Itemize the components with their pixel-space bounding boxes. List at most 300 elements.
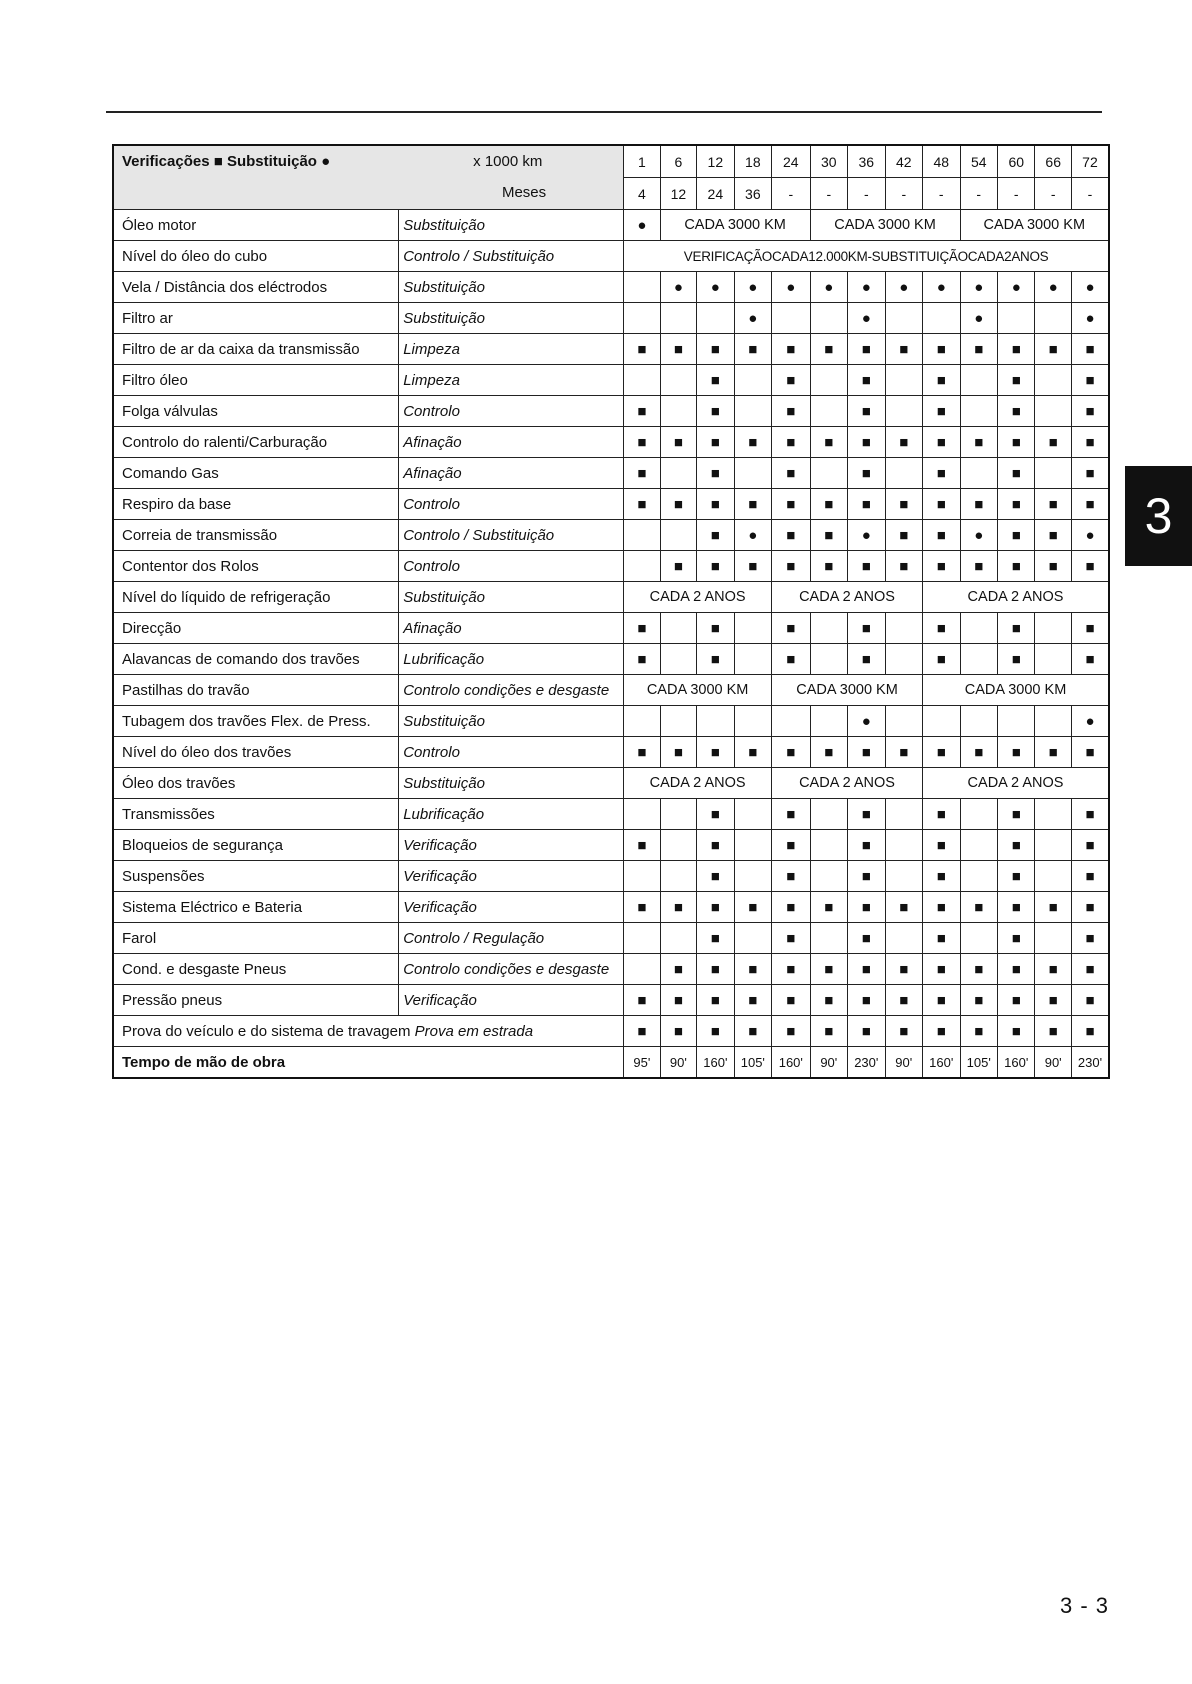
row-mark-cell: ■ — [660, 489, 696, 520]
row-mark-cell — [810, 365, 847, 396]
row-operation: Afinação — [399, 613, 624, 644]
row-mark-cell — [997, 706, 1034, 737]
row-mark-cell: ■ — [1035, 737, 1071, 768]
row-mark-cell: ■ — [848, 427, 885, 458]
row-mark-cell — [624, 799, 660, 830]
row-mark-cell: ■ — [997, 985, 1034, 1016]
row-item-merged — [113, 1016, 624, 1047]
row-operation: Controlo / Substituição — [399, 241, 624, 272]
row-mark-cell: ● — [1035, 272, 1071, 303]
row-operation: Verificação — [399, 892, 624, 923]
row-mark-cell: ■ — [624, 830, 660, 861]
row-span-note: CADA 3000 KM — [923, 675, 1109, 706]
row-mark-cell: ■ — [734, 489, 771, 520]
row-mark-cell: ■ — [997, 613, 1034, 644]
row-mark-cell: ● — [660, 272, 696, 303]
table-row — [113, 737, 1109, 768]
row-item-name: Óleo dos travões — [113, 768, 399, 799]
row-item-name: Filtro ar — [113, 303, 399, 334]
row-mark-cell: ■ — [848, 489, 885, 520]
table-row — [113, 985, 1109, 1016]
table-row — [113, 892, 1109, 923]
row-mark-cell: ● — [697, 272, 734, 303]
row-mark-cell: ■ — [772, 458, 811, 489]
km-interval-cell: 18 — [734, 145, 771, 178]
row-mark-cell — [960, 799, 997, 830]
row-mark-cell: ■ — [923, 365, 960, 396]
row-mark-cell: ■ — [923, 985, 960, 1016]
row-mark-cell: ■ — [997, 520, 1034, 551]
table-row — [113, 830, 1109, 861]
row-mark-cell: ■ — [772, 520, 811, 551]
row-mark-cell — [660, 396, 696, 427]
row-mark-cell: ■ — [848, 334, 885, 365]
row-mark-cell: ■ — [697, 458, 734, 489]
row-item-name: Nível do óleo dos travões — [113, 737, 399, 768]
row-operation: Verificação — [399, 830, 624, 861]
row-mark-cell: ■ — [772, 985, 811, 1016]
row-mark-cell — [734, 861, 771, 892]
row-mark-cell: ■ — [810, 427, 847, 458]
labour-time-cell: 160' — [772, 1047, 811, 1079]
row-span-note: CADA 3000 KM — [960, 210, 1109, 241]
row-mark-cell: ■ — [697, 427, 734, 458]
row-mark-cell — [1035, 799, 1071, 830]
row-mark-cell: ■ — [624, 737, 660, 768]
row-mark-cell — [734, 365, 771, 396]
unit-months-label: Meses — [501, 184, 547, 201]
row-mark-cell: ● — [1071, 706, 1109, 737]
row-mark-cell: ● — [624, 210, 660, 241]
month-interval-cell: - — [885, 178, 922, 210]
row-span-note: CADA 2 ANOS — [772, 582, 923, 613]
row-mark-cell: ■ — [660, 892, 696, 923]
row-mark-cell — [734, 706, 771, 737]
row-mark-cell: ■ — [772, 892, 811, 923]
km-interval-cell: 54 — [960, 145, 997, 178]
legend-text: Verificações ■ Substituição ● — [122, 153, 331, 170]
row-operation: Prova em estrada — [414, 1022, 534, 1040]
row-mark-cell: ■ — [960, 1016, 997, 1047]
row-item-name: Filtro óleo — [113, 365, 399, 396]
km-interval-cell: 6 — [660, 145, 696, 178]
row-mark-cell — [885, 861, 922, 892]
row-mark-cell: ■ — [1071, 489, 1109, 520]
row-mark-cell — [810, 396, 847, 427]
row-mark-cell: ■ — [624, 1016, 660, 1047]
month-interval-cell: 24 — [697, 178, 734, 210]
header-row-km — [113, 145, 1109, 178]
labour-time-cell: 160' — [923, 1047, 960, 1079]
row-mark-cell — [660, 706, 696, 737]
header-legend-line — [114, 146, 623, 177]
row-item-name: Sistema Eléctrico e Bateria — [113, 892, 399, 923]
row-mark-cell: ■ — [772, 830, 811, 861]
row-mark-cell: ■ — [848, 954, 885, 985]
row-mark-cell: ■ — [923, 923, 960, 954]
row-mark-cell: ■ — [885, 892, 922, 923]
row-mark-cell: ■ — [624, 334, 660, 365]
row-mark-cell: ■ — [997, 365, 1034, 396]
row-operation: Controlo — [399, 551, 624, 582]
row-mark-cell — [624, 551, 660, 582]
table-row — [113, 489, 1109, 520]
row-mark-cell: ■ — [772, 954, 811, 985]
row-mark-cell: ● — [734, 272, 771, 303]
row-mark-cell: ■ — [923, 644, 960, 675]
row-mark-cell: ■ — [734, 985, 771, 1016]
row-item-name: Direcção — [113, 613, 399, 644]
row-mark-cell: ■ — [997, 861, 1034, 892]
row-operation: Afinação — [399, 458, 624, 489]
row-mark-cell — [660, 799, 696, 830]
labour-time-row — [113, 1047, 1109, 1079]
row-operation: Substituição — [399, 582, 624, 613]
row-mark-cell — [624, 923, 660, 954]
row-mark-cell: ■ — [734, 1016, 771, 1047]
row-mark-cell: ■ — [997, 737, 1034, 768]
row-mark-cell: ■ — [1035, 520, 1071, 551]
row-mark-cell: ■ — [810, 1016, 847, 1047]
row-mark-cell: ■ — [923, 861, 960, 892]
row-mark-cell: ■ — [810, 520, 847, 551]
row-item-name: Comando Gas — [113, 458, 399, 489]
labour-time-cell: 230' — [1071, 1047, 1109, 1079]
row-span-note: CADA 3000 KM — [772, 675, 923, 706]
labour-time-cell: 160' — [697, 1047, 734, 1079]
row-mark-cell: ● — [848, 520, 885, 551]
row-item-name: Nível do óleo do cubo — [113, 241, 399, 272]
row-mark-cell: ■ — [810, 892, 847, 923]
row-mark-cell: ● — [810, 272, 847, 303]
row-mark-cell: ■ — [885, 1016, 922, 1047]
row-mark-cell: ● — [734, 520, 771, 551]
table-row — [113, 365, 1109, 396]
row-mark-cell: ■ — [885, 985, 922, 1016]
row-mark-cell: ■ — [1071, 427, 1109, 458]
row-mark-cell: ■ — [1035, 551, 1071, 582]
row-mark-cell: ■ — [1071, 892, 1109, 923]
row-mark-cell — [810, 458, 847, 489]
table-row — [113, 1016, 1109, 1047]
row-mark-cell: ■ — [848, 458, 885, 489]
row-item-name: Farol — [113, 923, 399, 954]
row-mark-cell: ■ — [997, 458, 1034, 489]
row-mark-cell: ■ — [997, 489, 1034, 520]
row-mark-cell: ● — [848, 303, 885, 334]
table-row — [113, 334, 1109, 365]
row-operation: Verificação — [399, 985, 624, 1016]
row-mark-cell: ■ — [734, 551, 771, 582]
row-mark-cell: ■ — [848, 396, 885, 427]
row-mark-cell: ■ — [997, 427, 1034, 458]
row-mark-cell — [624, 272, 660, 303]
row-span-note: CADA 3000 KM — [624, 675, 772, 706]
row-mark-cell: ■ — [772, 923, 811, 954]
row-item-name: Nível do líquido de refrigeração — [113, 582, 399, 613]
row-operation: Controlo / Substituição — [399, 520, 624, 551]
row-mark-cell — [734, 458, 771, 489]
table-row — [113, 210, 1109, 241]
row-operation: Lubrificação — [399, 644, 624, 675]
row-mark-cell: ■ — [997, 892, 1034, 923]
row-mark-cell — [997, 303, 1034, 334]
row-operation: Limpeza — [399, 365, 624, 396]
row-operation: Substituição — [399, 272, 624, 303]
labour-time-cell: 95' — [624, 1047, 660, 1079]
row-mark-cell: ■ — [697, 520, 734, 551]
row-mark-cell: ■ — [660, 737, 696, 768]
row-mark-cell: ■ — [660, 954, 696, 985]
row-mark-cell: ■ — [624, 644, 660, 675]
row-mark-cell: ■ — [772, 613, 811, 644]
km-interval-cell: 72 — [1071, 145, 1109, 178]
row-mark-cell: ■ — [923, 489, 960, 520]
row-mark-cell: ■ — [810, 985, 847, 1016]
row-mark-cell: ■ — [885, 520, 922, 551]
row-mark-cell: ■ — [1035, 427, 1071, 458]
row-mark-cell: ■ — [960, 892, 997, 923]
row-mark-cell — [734, 799, 771, 830]
row-mark-cell: ■ — [885, 334, 922, 365]
row-item-name: Suspensões — [113, 861, 399, 892]
row-mark-cell: ■ — [697, 489, 734, 520]
row-mark-cell — [885, 303, 922, 334]
row-mark-cell: ■ — [697, 892, 734, 923]
row-mark-cell: ■ — [848, 799, 885, 830]
table-row — [113, 241, 1109, 272]
labour-time-cell: 90' — [810, 1047, 847, 1079]
row-mark-cell: ■ — [997, 334, 1034, 365]
row-mark-cell — [810, 644, 847, 675]
row-mark-cell: ■ — [660, 427, 696, 458]
unit-km-label: x 1000 km — [473, 153, 543, 170]
table-row — [113, 644, 1109, 675]
table-row — [113, 582, 1109, 613]
row-mark-cell — [960, 365, 997, 396]
row-mark-cell: ■ — [697, 613, 734, 644]
row-mark-cell: ■ — [697, 365, 734, 396]
row-mark-cell — [810, 861, 847, 892]
row-span-note: VERIFICAÇÃOCADA12.000KM-SUBSTITUIÇÃOCADA2ANOS — [624, 241, 1109, 272]
row-mark-cell: ■ — [810, 954, 847, 985]
row-item-name: Transmissões — [113, 799, 399, 830]
row-mark-cell — [885, 923, 922, 954]
row-mark-cell — [734, 396, 771, 427]
row-mark-cell: ■ — [997, 644, 1034, 675]
top-rule — [106, 111, 1102, 113]
row-mark-cell: ■ — [1071, 1016, 1109, 1047]
row-mark-cell — [772, 706, 811, 737]
row-mark-cell: ■ — [997, 551, 1034, 582]
month-interval-cell: - — [923, 178, 960, 210]
row-mark-cell: ■ — [697, 830, 734, 861]
row-operation: Controlo condições e desgaste — [399, 954, 624, 985]
row-mark-cell — [810, 706, 847, 737]
row-mark-cell — [1035, 458, 1071, 489]
row-mark-cell — [960, 861, 997, 892]
page-number: 3 - 3 — [1060, 1593, 1110, 1618]
row-item-name: Controlo do ralenti/Carburação — [113, 427, 399, 458]
km-interval-cell: 30 — [810, 145, 847, 178]
row-mark-cell: ■ — [997, 830, 1034, 861]
table-row — [113, 272, 1109, 303]
row-mark-cell: ■ — [1035, 334, 1071, 365]
row-mark-cell: ■ — [1035, 985, 1071, 1016]
row-mark-cell: ■ — [848, 985, 885, 1016]
labour-time-cell: 105' — [734, 1047, 771, 1079]
row-mark-cell: ■ — [624, 489, 660, 520]
month-interval-cell: 36 — [734, 178, 771, 210]
row-item-name: Pastilhas do travão — [113, 675, 399, 706]
row-span-note: CADA 2 ANOS — [624, 768, 772, 799]
row-mark-cell — [885, 799, 922, 830]
row-mark-cell: ■ — [997, 799, 1034, 830]
row-operation: Controlo — [399, 737, 624, 768]
row-mark-cell: ■ — [923, 551, 960, 582]
row-mark-cell — [1035, 706, 1071, 737]
row-operation: Controlo — [399, 489, 624, 520]
row-mark-cell: ■ — [697, 985, 734, 1016]
row-mark-cell: ■ — [697, 551, 734, 582]
row-mark-cell: ■ — [660, 985, 696, 1016]
row-mark-cell — [1035, 396, 1071, 427]
row-mark-cell: ■ — [997, 396, 1034, 427]
km-interval-cell: 48 — [923, 145, 960, 178]
row-mark-cell: ● — [997, 272, 1034, 303]
table-row — [113, 613, 1109, 644]
row-mark-cell: ■ — [1071, 830, 1109, 861]
row-mark-cell: ■ — [923, 954, 960, 985]
row-mark-cell — [660, 520, 696, 551]
row-mark-cell — [1035, 303, 1071, 334]
row-mark-cell: ■ — [624, 427, 660, 458]
row-mark-cell: ■ — [923, 396, 960, 427]
row-mark-cell: ■ — [810, 737, 847, 768]
month-interval-cell: - — [960, 178, 997, 210]
row-mark-cell: ■ — [848, 830, 885, 861]
row-mark-cell: ■ — [772, 737, 811, 768]
km-interval-cell: 60 — [997, 145, 1034, 178]
table-row — [113, 799, 1109, 830]
row-mark-cell: ■ — [997, 954, 1034, 985]
row-operation: Substituição — [399, 768, 624, 799]
row-mark-cell: ■ — [624, 458, 660, 489]
month-interval-cell: - — [1035, 178, 1071, 210]
row-mark-cell — [660, 613, 696, 644]
row-mark-cell: ■ — [772, 551, 811, 582]
row-mark-cell — [734, 830, 771, 861]
row-mark-cell — [885, 830, 922, 861]
row-mark-cell: ■ — [1035, 489, 1071, 520]
row-mark-cell — [624, 954, 660, 985]
row-mark-cell: ■ — [772, 334, 811, 365]
row-mark-cell: ■ — [697, 799, 734, 830]
row-mark-cell — [624, 365, 660, 396]
row-mark-cell: ● — [1071, 272, 1109, 303]
row-mark-cell: ■ — [660, 551, 696, 582]
row-mark-cell: ■ — [923, 737, 960, 768]
row-mark-cell: ■ — [697, 644, 734, 675]
row-item-name: Respiro da base — [113, 489, 399, 520]
row-mark-cell — [660, 365, 696, 396]
km-interval-cell: 12 — [697, 145, 734, 178]
row-mark-cell: ■ — [1035, 954, 1071, 985]
km-interval-cell: 42 — [885, 145, 922, 178]
table-row — [113, 551, 1109, 582]
row-mark-cell: ■ — [1071, 365, 1109, 396]
row-operation: Afinação — [399, 427, 624, 458]
row-mark-cell — [1035, 365, 1071, 396]
row-mark-cell: ■ — [997, 923, 1034, 954]
row-mark-cell — [810, 303, 847, 334]
row-mark-cell: ■ — [697, 1016, 734, 1047]
row-mark-cell: ■ — [923, 613, 960, 644]
row-mark-cell: ● — [1071, 520, 1109, 551]
row-mark-cell: ■ — [848, 613, 885, 644]
row-operation: Limpeza — [399, 334, 624, 365]
header-months-line — [114, 177, 623, 208]
table-row — [113, 396, 1109, 427]
row-mark-cell: ■ — [923, 1016, 960, 1047]
row-mark-cell — [1035, 923, 1071, 954]
row-mark-cell: ■ — [1071, 954, 1109, 985]
row-mark-cell — [810, 923, 847, 954]
row-mark-cell: ■ — [923, 427, 960, 458]
row-mark-cell: ■ — [848, 365, 885, 396]
row-mark-cell — [960, 706, 997, 737]
table-row — [113, 768, 1109, 799]
row-item-name: Cond. e desgaste Pneus — [113, 954, 399, 985]
row-mark-cell: ■ — [1071, 458, 1109, 489]
table-row — [113, 520, 1109, 551]
row-mark-cell: ■ — [772, 1016, 811, 1047]
row-mark-cell: ■ — [1071, 923, 1109, 954]
row-mark-cell: ■ — [660, 1016, 696, 1047]
row-mark-cell: ● — [885, 272, 922, 303]
row-span-note: CADA 2 ANOS — [624, 582, 772, 613]
row-mark-cell — [660, 830, 696, 861]
row-mark-cell: ■ — [734, 427, 771, 458]
row-mark-cell: ■ — [810, 489, 847, 520]
row-mark-cell: ■ — [1071, 985, 1109, 1016]
row-span-note: CADA 2 ANOS — [923, 768, 1109, 799]
row-mark-cell — [923, 303, 960, 334]
row-mark-cell: ■ — [772, 799, 811, 830]
row-operation: Controlo — [399, 396, 624, 427]
row-mark-cell — [697, 303, 734, 334]
row-mark-cell — [1035, 644, 1071, 675]
row-mark-cell: ■ — [624, 985, 660, 1016]
row-operation: Controlo / Regulação — [399, 923, 624, 954]
row-mark-cell — [1035, 861, 1071, 892]
row-mark-cell — [960, 644, 997, 675]
row-mark-cell — [624, 303, 660, 334]
row-mark-cell: ■ — [697, 954, 734, 985]
row-mark-cell: ■ — [772, 396, 811, 427]
row-mark-cell: ● — [848, 706, 885, 737]
month-interval-cell: - — [772, 178, 811, 210]
row-mark-cell: ■ — [734, 334, 771, 365]
row-mark-cell — [885, 613, 922, 644]
row-mark-cell: ■ — [734, 954, 771, 985]
row-mark-cell: ■ — [885, 737, 922, 768]
labour-time-cell: 90' — [1035, 1047, 1071, 1079]
table-row — [113, 303, 1109, 334]
month-interval-cell: 4 — [624, 178, 660, 210]
row-mark-cell: ■ — [960, 334, 997, 365]
row-mark-cell: ■ — [885, 551, 922, 582]
